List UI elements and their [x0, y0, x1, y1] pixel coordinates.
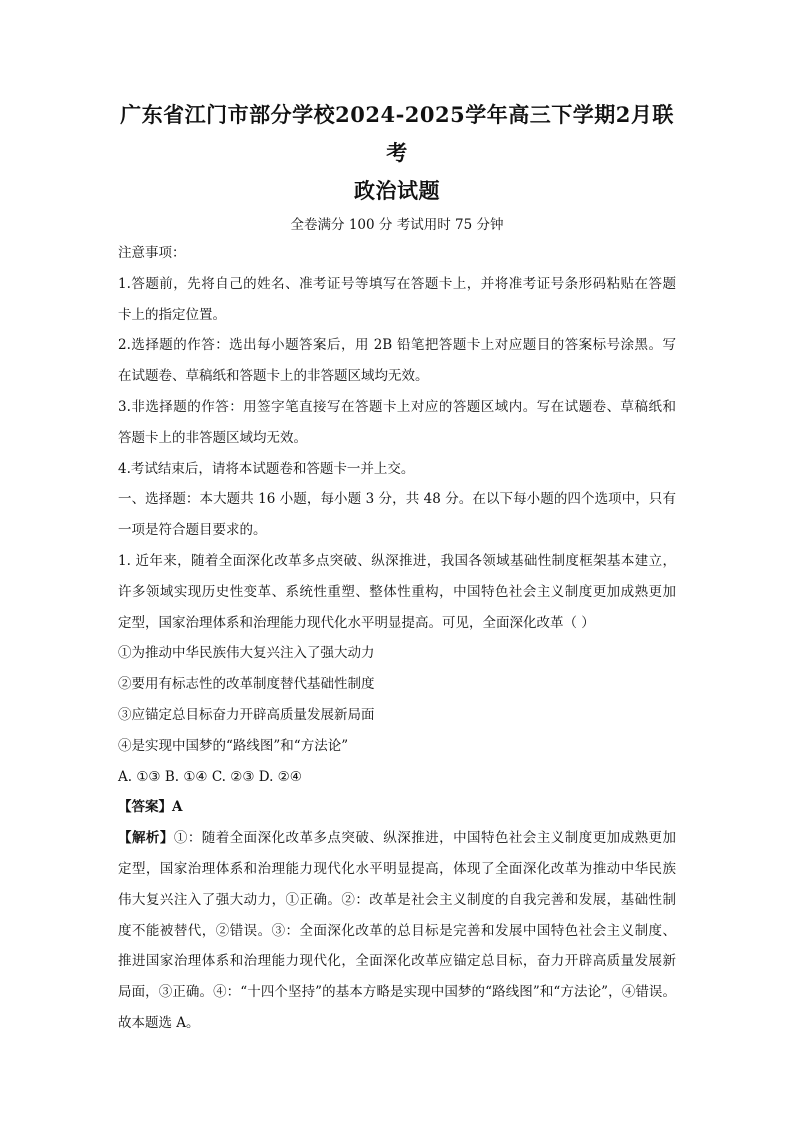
question-1-option-3: ③应锚定总目标奋力开辟高质量发展新局面: [118, 706, 375, 723]
question-1-stem-line-1: 1. 近年来，随着全面深化改革多点突破、纵深推进，我国各领域基础性制度框架基本建立，: [118, 552, 676, 569]
question-1-analysis-line-1: 【解析】①：随着全面深化改革多点突破、纵深推进，中国特色社会主义制度更加成熟更加: [118, 830, 677, 847]
document-subtitle: 政治试题: [354, 178, 440, 203]
document-title: 广东省江门市部分学校2024-2025学年高三下学期2月联考: [120, 102, 674, 165]
notice-item-3-line-1: 3.非选择题的作答：用签字笔直接写在答题卡上对应的答题区域内。写在试题卷、草稿纸和: [118, 398, 676, 415]
question-1-analysis-line-7: 故本题选 A。: [118, 1014, 200, 1031]
notice-item-1-line-2: 卡上的指定位置。: [118, 306, 226, 323]
question-1-option-4: ④是实现中国梦的“路线图”和“方法论”: [118, 737, 349, 754]
notice-item-1-line-1: 1.答题前，先将自己的姓名、准考证号等填写在答题卡上，并将准考证号条形码粘贴在答题: [118, 275, 676, 292]
notice-item-2-line-1: 2.选择题的作答：选出每小题答案后，用 2B 铅笔把答题卡上对应题目的答案标号涂黑。写: [118, 337, 676, 354]
question-1-answer: 【答案】A: [118, 799, 183, 816]
question-1-analysis-line-2: 定型，国家治理体系和治理能力现代化水平明显提高，体现了全面深化改革为推动中华民族: [118, 860, 676, 877]
notice-item-3-line-2: 答题卡上的非答题区域均无效。: [118, 429, 307, 446]
question-1-choices: A. ①③ B. ①④ C. ②③ D. ②④: [118, 768, 302, 785]
question-1-option-2: ②要用有标志性的改革制度替代基础性制度: [118, 676, 375, 693]
question-1-stem-line-2: 许多领域实现历史性变革、系统性重塑、整体性重构，中国特色社会主义制度更加成熟更加: [118, 583, 676, 600]
question-1-stem-line-3: 定型，国家治理体系和治理能力现代化水平明显提高。可见，全面深化改革（ ）: [118, 614, 595, 631]
question-1-analysis-line-4: 度不能被替代，②错误。③：全面深化改革的总目标是完善和发展中国特色社会主义制度、: [118, 922, 676, 939]
notice-item-2-line-2: 在试题卷、草稿纸和答题卡上的非答题区域均无效。: [118, 368, 429, 385]
analysis-label: 【解析】: [118, 830, 174, 847]
notice-heading: 注意事项：: [118, 245, 186, 261]
section-heading-line-1: 一、选择题：本大题共 16 小题，每小题 3 分，共 48 分。在以下每小题的四个选项中，只有: [118, 491, 676, 508]
question-1-analysis-line-5: 推进国家治理体系和治理能力现代化，全面深化改革应锚定总目标，奋力开辟高质量发展新: [118, 953, 676, 970]
question-1-analysis-line-6: 局面，③正确。④：“十四个坚持”的基本方略是实现中国梦的“路线图”和“方法论”，④错误。: [118, 984, 676, 1001]
question-1-analysis-line-3: 伟大复兴注入了强大动力，①正确。②：改革是社会主义制度的自我完善和发展，基础性制: [118, 891, 676, 908]
exam-meta: 全卷满分 100 分 考试用时 75 分钟: [290, 217, 504, 233]
question-1-option-1: ①为推动中华民族伟大复兴注入了强大动力: [118, 645, 375, 662]
section-heading-line-2: 一项是符合题目要求的。: [118, 522, 267, 539]
notice-item-4-line-1: 4.考试结束后，请将本试题卷和答题卡一并上交。: [118, 460, 415, 477]
